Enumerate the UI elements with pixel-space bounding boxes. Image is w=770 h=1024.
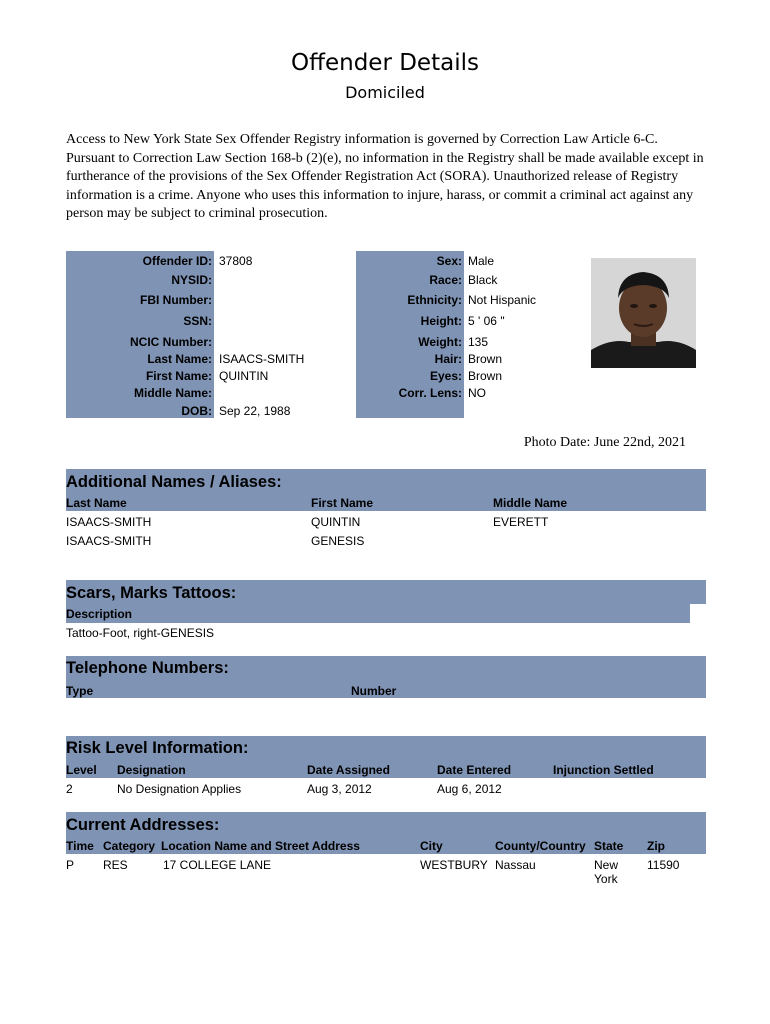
field-value: Brown <box>468 352 503 366</box>
field-value: Sep 22, 1988 <box>219 404 291 418</box>
field-label: Hair: <box>434 352 462 366</box>
scar-description: Tattoo-Foot, right-GENESIS <box>66 626 215 640</box>
portrait-icon <box>591 258 696 368</box>
field-label: FBI Number: <box>140 293 212 307</box>
column-header-last-name: Last Name <box>66 496 127 510</box>
column-header-middle-name: Middle Name <box>493 496 568 510</box>
scars-heading: Scars, Marks Tattoos: <box>66 584 237 602</box>
addresses-heading: Current Addresses: <box>66 816 220 834</box>
field-label: NYSID: <box>171 273 212 287</box>
column-header-designation: Designation <box>117 763 186 777</box>
field-label: Weight: <box>418 335 462 349</box>
risk-date-entered: Aug 6, 2012 <box>437 782 502 796</box>
alias-first-name: GENESIS <box>311 534 365 548</box>
column-header-description: Description <box>66 607 133 621</box>
field-value: 5 ' 06 " <box>468 314 505 328</box>
page-subtitle: Domiciled <box>345 83 425 102</box>
field-label: Eyes: <box>429 369 462 383</box>
column-header-city: City <box>420 839 443 853</box>
aliases-heading: Additional Names / Aliases: <box>66 473 282 491</box>
column-header-time: Time <box>66 839 94 853</box>
column-header-date-entered: Date Entered <box>437 763 512 777</box>
alias-first-name: QUINTIN <box>311 515 361 529</box>
field-label: NCIC Number: <box>129 335 212 349</box>
offender-photo <box>591 258 696 368</box>
field-label: SSN: <box>183 314 212 328</box>
field-label: Height: <box>420 314 462 328</box>
field-value: Male <box>468 254 495 268</box>
column-header-zip: Zip <box>647 839 665 853</box>
address-street: 17 COLLEGE LANE <box>163 858 272 872</box>
column-header-category: Category <box>103 839 156 853</box>
field-label: DOB: <box>181 404 212 418</box>
field-value: Black <box>468 273 498 287</box>
column-header-injunction-settled: Injunction Settled <box>553 763 654 777</box>
risk-designation: No Designation Applies <box>117 782 242 796</box>
field-label: Ethnicity: <box>407 293 462 307</box>
column-header-location: Location Name and Street Address <box>161 839 360 853</box>
field-label: First Name: <box>145 369 212 383</box>
page-title: Offender Details <box>291 50 479 76</box>
alias-last-name: ISAACS-SMITH <box>66 515 152 529</box>
field-label: Offender ID: <box>142 254 212 268</box>
telephone-heading: Telephone Numbers: <box>66 659 229 677</box>
field-label: Race: <box>429 273 462 287</box>
photo-date: Photo Date: June 22nd, 2021 <box>523 435 686 450</box>
address-state: New York <box>594 858 619 886</box>
alias-last-name: ISAACS-SMITH <box>66 534 152 548</box>
column-header-type: Type <box>66 684 94 698</box>
alias-middle-name: EVERETT <box>493 515 549 529</box>
risk-level: 2 <box>66 782 73 796</box>
column-header-county: County/Country <box>495 839 586 853</box>
column-header-first-name: First Name <box>311 496 374 510</box>
field-label: Corr. Lens: <box>398 386 462 400</box>
field-label: Sex: <box>436 254 462 268</box>
scars-column-band <box>66 604 690 623</box>
field-value: Not Hispanic <box>468 293 537 307</box>
address-category: RES <box>103 858 128 872</box>
risk-date-assigned: Aug 3, 2012 <box>307 782 372 796</box>
column-header-state: State <box>594 839 624 853</box>
address-time: P <box>66 858 75 872</box>
field-value: QUINTIN <box>219 369 269 383</box>
field-label: Middle Name: <box>133 386 212 400</box>
field-value: 135 <box>468 335 489 349</box>
field-value: Brown <box>468 369 503 383</box>
field-label: Last Name: <box>147 352 212 366</box>
column-header-level: Level <box>66 763 97 777</box>
field-value: NO <box>468 386 486 400</box>
address-city: WESTBURY <box>420 858 488 872</box>
address-zip: 11590 <box>647 858 680 872</box>
column-header-date-assigned: Date Assigned <box>307 763 390 777</box>
address-county: Nassau <box>495 858 536 872</box>
legal-notice: Access to New York State Sex Offender Registry information is governed by Correction Law Article 6-C. Pursuant to Correction Law Section 168-b (2)(e), no information in the Registry shall be made available except in furtherance of the provisions of the Sex Offender Registration Act (SORA). Unauthorized release of Registry information is a crime. Anyone who uses this information to injure, harass, or commit a criminal act against any person may be subject to criminal prosecution. <box>66 132 704 221</box>
risk-heading: Risk Level Information: <box>66 739 249 757</box>
field-value: 37808 <box>219 254 253 268</box>
field-value: ISAACS-SMITH <box>219 352 305 366</box>
column-header-number: Number <box>351 684 397 698</box>
